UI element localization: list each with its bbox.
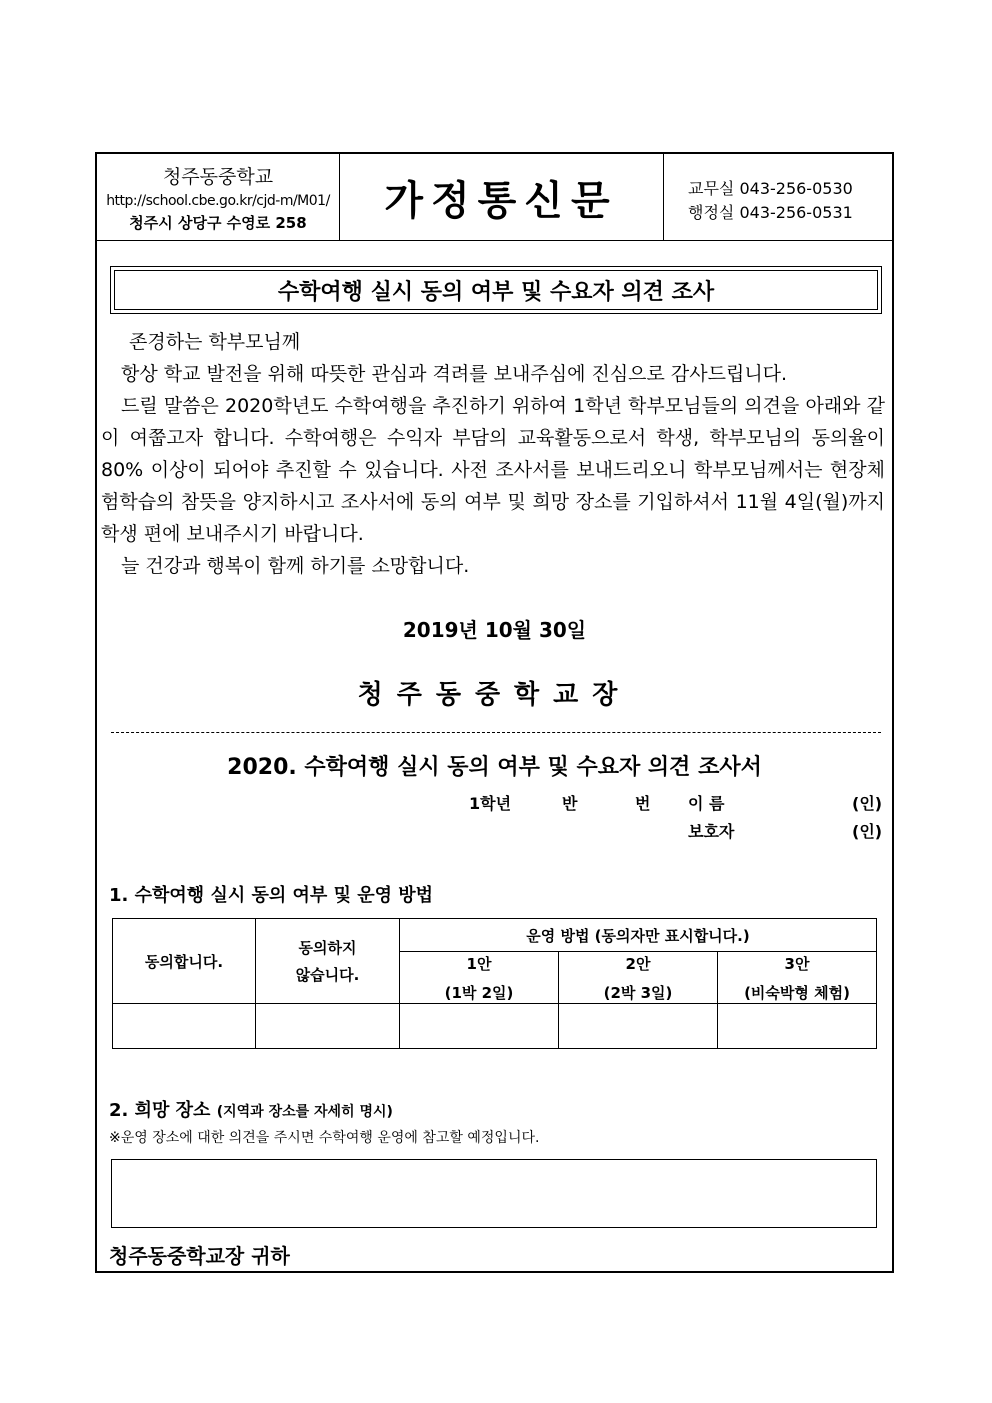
signoff: 청주동중학교장 귀하 bbox=[109, 1244, 290, 1268]
guardian-seal: (인) bbox=[852, 822, 883, 841]
number-label: 번 bbox=[635, 794, 651, 813]
section-1-title: 1. 수학여행 실시 동의 여부 및 운영 방법 bbox=[109, 885, 434, 906]
agree-input-cell[interactable] bbox=[113, 1004, 256, 1049]
document-frame bbox=[95, 152, 894, 1273]
option-3-input-cell[interactable] bbox=[718, 1004, 877, 1049]
letter-title: 수학여행 실시 동의 여부 및 수요자 의견 조사 bbox=[114, 270, 878, 310]
section-2-label: 2. 희망 장소 bbox=[109, 1100, 211, 1121]
guardian-label: 보호자 bbox=[688, 822, 735, 841]
option-2-input-cell[interactable] bbox=[559, 1004, 718, 1049]
wish-location-input[interactable] bbox=[111, 1159, 877, 1228]
option-1-detail: (1박 2일) bbox=[444, 983, 514, 1002]
school-address: 청주시 상당구 수영로 258 bbox=[129, 214, 307, 232]
consent-table bbox=[112, 918, 877, 1049]
option-3-header bbox=[718, 952, 877, 1004]
agree-header: 동의합니다. bbox=[113, 919, 256, 1004]
form-title: 2020. 수학여행 실시 동의 여부 및 수요자 의견 조사서 bbox=[227, 755, 762, 780]
option-1-name: 1안 bbox=[466, 954, 492, 973]
school-info bbox=[97, 154, 340, 240]
disagree-line-1: 동의하지 bbox=[298, 939, 357, 957]
disagree-input-cell[interactable] bbox=[256, 1004, 400, 1049]
phone-teachers: 교무실 043-256-0530 bbox=[688, 179, 853, 198]
option-2-detail: (2박 3일) bbox=[603, 983, 673, 1002]
student-seal: (인) bbox=[852, 794, 883, 813]
principal-name: 청주동중학교장 bbox=[357, 680, 632, 710]
name-label: 이 름 bbox=[688, 794, 725, 813]
letterhead bbox=[97, 154, 892, 241]
phone-admin: 행정실 043-256-0531 bbox=[688, 203, 853, 222]
option-3-name: 3안 bbox=[784, 954, 810, 973]
letter-title-box bbox=[110, 266, 882, 314]
school-url: http://school.cbe.go.kr/cjd-m/M01/ bbox=[106, 193, 330, 209]
section-2-note: ※운영 장소에 대한 의견을 주시면 수학여행 운영에 참고할 예정입니다. bbox=[109, 1130, 540, 1146]
paragraph-2: 드릴 말씀은 2020학년도 수학여행을 추진하기 위하여 1학년 학부모님들의 의견을 아래와 같이 여쭙고자 합니다. 수학여행은 수익자 부담의 교육활동으로서 학생, 학부모님의 동의율이 80% 이상이 되어야 추진할 수 있습니다. 사전 조사서를 보내드리오니 학부모님께서는 현장체험학습의 참뜻을 양지하시고 조사서에 동의 여부 및 희망 장소를 기입하셔서 11월 4일(월)까지 학생 편에 보내주시기 바랍니다. bbox=[101, 395, 885, 545]
grade-label: 1학년 bbox=[469, 794, 512, 813]
letter-body bbox=[101, 326, 885, 582]
contact-info bbox=[664, 154, 892, 240]
option-1-header bbox=[400, 952, 559, 1004]
section-2-title bbox=[109, 1096, 393, 1122]
option-3-detail: (비숙박형 체험) bbox=[744, 983, 850, 1002]
newsletter-title-cell bbox=[339, 154, 664, 240]
newsletter-title: 가정통신문 bbox=[384, 177, 618, 224]
option-2-header bbox=[559, 952, 718, 1004]
method-header: 운영 방법 (동의자만 표시합니다.) bbox=[400, 919, 877, 952]
disagree-line-2: 않습니다. bbox=[295, 966, 360, 984]
greeting: 존경하는 학부모님께 bbox=[129, 331, 301, 353]
letter-date: 2019년 10월 30일 bbox=[402, 618, 587, 642]
section-2-hint: (지역과 장소를 자세히 명시) bbox=[216, 1104, 393, 1120]
paragraph-1: 항상 학교 발전을 위해 따뜻한 관심과 격려를 보내주심에 진심으로 감사드립니다. bbox=[121, 363, 788, 385]
class-label: 반 bbox=[562, 794, 578, 813]
cut-line bbox=[111, 732, 881, 733]
paragraph-3: 늘 건강과 행복이 함께 하기를 소망합니다. bbox=[121, 555, 470, 577]
disagree-header bbox=[256, 919, 400, 1004]
school-name: 청주동중학교 bbox=[162, 166, 274, 188]
option-2-name: 2안 bbox=[625, 954, 651, 973]
option-1-input-cell[interactable] bbox=[400, 1004, 559, 1049]
